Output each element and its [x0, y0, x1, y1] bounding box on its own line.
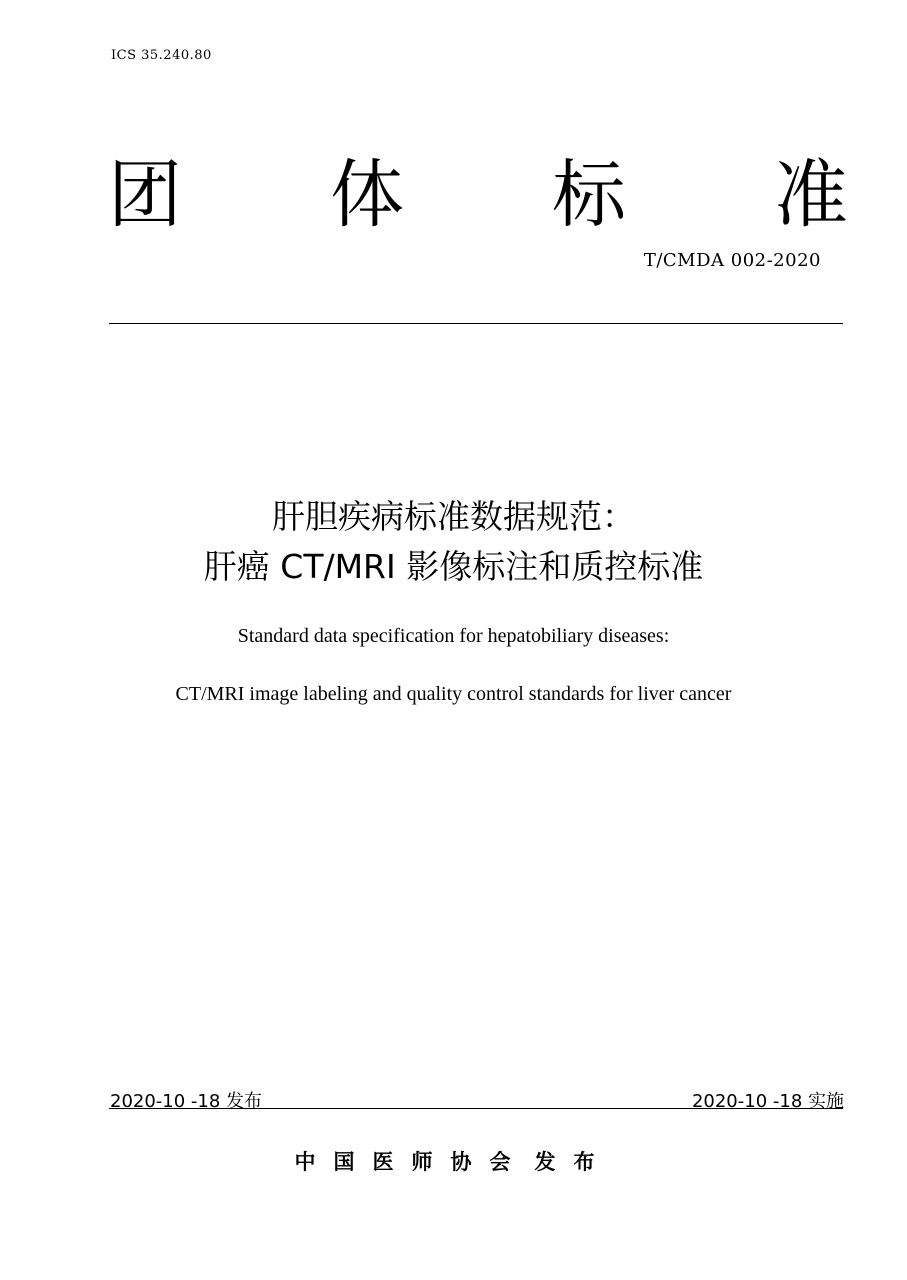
standard-code: T/CMDA 002-2020 [643, 250, 821, 271]
standard-type-title [108, 150, 848, 240]
top-divider [109, 323, 843, 324]
publisher-name: 中国医师协会 [294, 1150, 529, 1174]
english-title-line-1: Standard data specification for hepatobiliary diseases: [237, 625, 670, 647]
publisher-action: 发布 [534, 1150, 613, 1174]
standard-type-char: 标 [552, 152, 626, 238]
publisher [0, 1152, 907, 1173]
ics-code: ICS 35.240.80 [111, 48, 212, 63]
release-date: 2020-10 -18 发布 [110, 1091, 263, 1112]
chinese-title-line-1: 肝胆疾病标准数据规范： [272, 497, 635, 536]
bottom-divider [109, 1108, 843, 1109]
standard-type-char: 准 [774, 152, 848, 238]
implementation-date: 2020-10 -18 实施 [691, 1091, 844, 1112]
standard-type-char: 团 [108, 152, 182, 238]
english-title-line-2: CT/MRI image labeling and quality control standards for liver cancer [175, 683, 732, 705]
chinese-title-line-2: 肝癌 CT/MRI 影像标注和质控标准 [203, 547, 704, 586]
standard-type-char: 体 [330, 152, 404, 238]
